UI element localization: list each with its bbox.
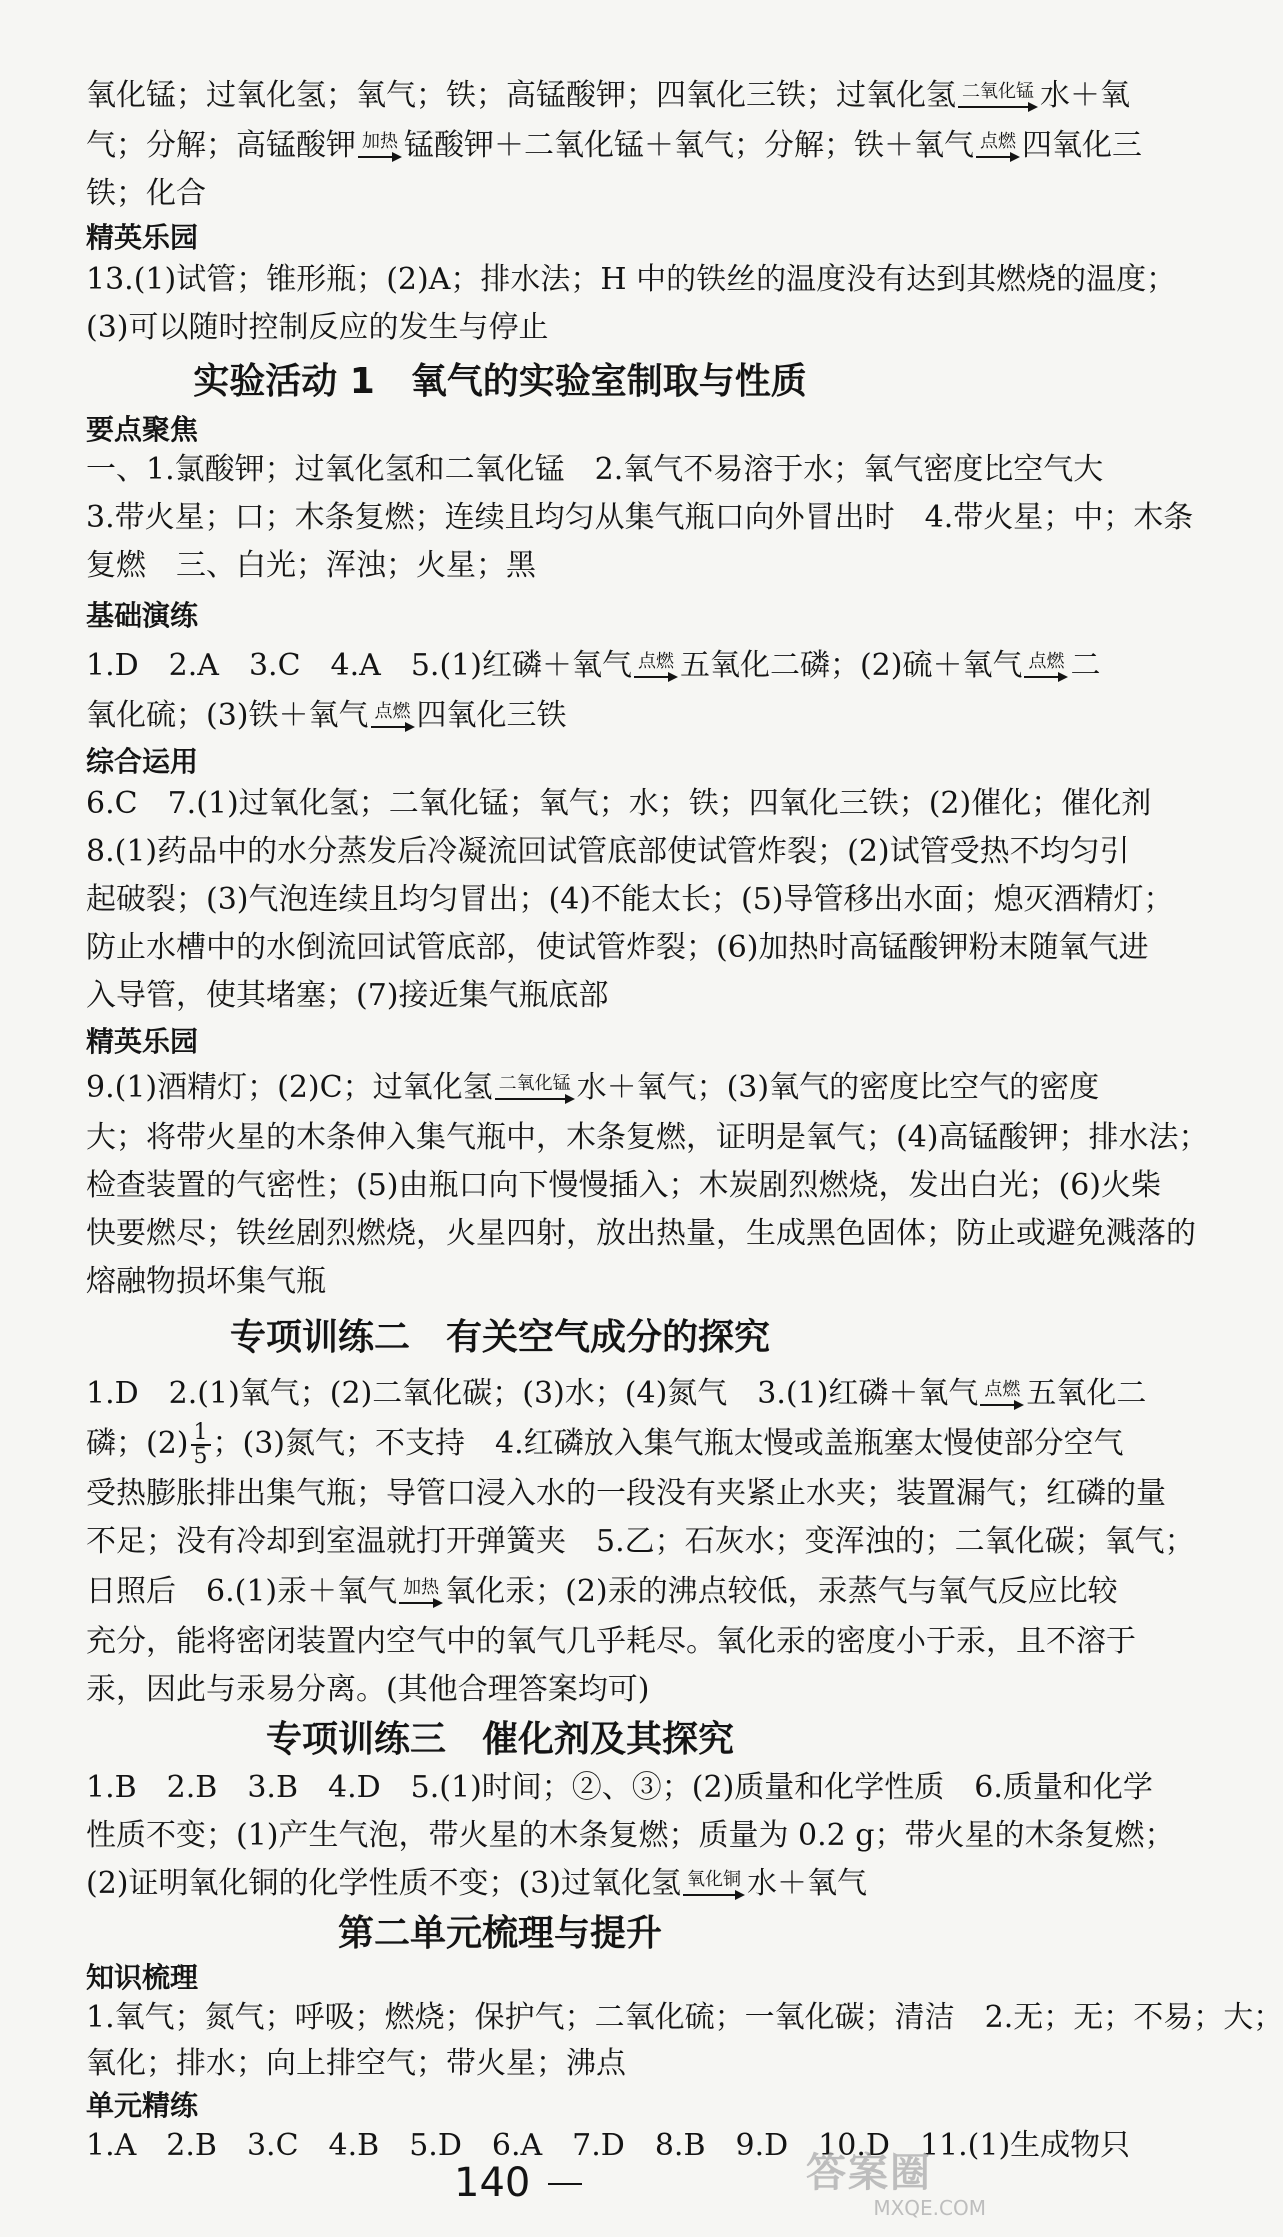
text-line: 复燃 三、白光；浑浊；火星；黑 [86, 548, 536, 583]
reaction-arrow: 加热 [399, 1578, 443, 1608]
section-label: 精英乐园 [86, 1025, 199, 1058]
text-line: 1.D 2.(1)氧气；(2)二氧化碳；(3)水；(4)氮气 3.(1)红磷＋氧气 点燃 五氧化二 [86, 1376, 1147, 1411]
section-title: 第二单元梳理与提升 [337, 1913, 662, 1954]
text-line: 8.(1)药品中的水分蒸发后冷凝流回试管底部使试管炸裂；(2)试管受热不均匀引 [86, 834, 1130, 869]
text-line: 大；将带火星的木条伸入集气瓶中，木条复燃，证明是氧气；(4)高锰酸钾；排水法； [86, 1120, 1209, 1155]
fraction: $\frac{1}{5}$ [191, 1422, 211, 1468]
text-line: 汞，因此与汞易分离。(其他合理答案均可) [86, 1672, 650, 1707]
section-label: 要点聚焦 [86, 413, 199, 446]
reaction-arrow: 二氧化锰 [495, 1074, 575, 1104]
text-line: 3.带火星；口；木条复燃；连续且均匀从集气瓶口向外冒出时 4.带火星；中；木条 [86, 500, 1194, 535]
text-line: 13.(1)试管；锥形瓶；(2)A；排水法；H 中的铁丝的温度没有达到其燃烧的温度； [86, 262, 1177, 297]
reaction-arrow: 点燃 [980, 1380, 1024, 1410]
text-line: 6.C 7.(1)过氧化氢；二氧化锰；氧气；水；铁；四氧化三铁；(2)催化；催化剂 [86, 786, 1152, 821]
page-number-dash [548, 2183, 582, 2185]
text-line: 磷；(2) $\frac{1}{5}$ ；(3)氮气；不支持 4.红磷放入集气瓶太慢或盖瓶塞太慢使部分空气 [86, 1420, 1124, 1469]
page-number: 140 [454, 2160, 531, 2206]
text-line: 防止水槽中的水倒流回试管底部，使试管炸裂；(6)加热时高锰酸钾粉末随氧气进 [86, 930, 1149, 965]
text-line: 气；分解；高锰酸钾 加热 锰酸钾＋二氧化锰＋氧气；分解；铁＋氧气 点燃 四氧化三 [86, 128, 1142, 163]
text-line: 铁；化合 [86, 176, 206, 211]
text-line: 不足；没有冷却到室温就打开弹簧夹 5.乙；石灰水；变浑浊的；二氧化碳；氧气； [86, 1524, 1195, 1559]
section-label: 知识梳理 [86, 1961, 199, 1994]
text-line: 1.A 2.B 3.C 4.B 5.D 6.A 7.D 8.B 9.D 10.D 11.(1)生成物只 [86, 2128, 1131, 2163]
text-line: 1.D 2.A 3.C 4.A 5.(1)红磷＋氧气 点燃 五氧化二磷；(2)硫＋氧气 点燃 二 [86, 648, 1101, 683]
text-line: 起破裂；(3)气泡连续且均匀冒出；(4)不能太长；(5)导管移出水面；熄灭酒精灯； [86, 882, 1174, 917]
watermark-logo: 答案圈 MXQE.COM [806, 2150, 986, 2220]
text-line: 氧化锰；过氧化氢；氧气；铁；高锰酸钾；四氧化三铁；过氧化氢 二氧化锰 水＋氧 [86, 78, 1130, 113]
text-line: 入导管，使其堵塞；(7)接近集气瓶底部 [86, 978, 609, 1013]
section-label: 综合运用 [86, 745, 199, 778]
text-line: 1.B 2.B 3.B 4.D 5.(1)时间；②、③；(2)质量和化学性质 6.质量和化学 [86, 1770, 1153, 1805]
text-line: 一、1.氯酸钾；过氧化氢和二氧化锰 2.氧气不易溶于水；氧气密度比空气大 [86, 452, 1104, 487]
reaction-arrow: 点燃 [371, 702, 415, 732]
text-line: 9.(1)酒精灯；(2)C；过氧化氢 二氧化锰 水＋氧气；(3)氧气的密度比空气的密度 [86, 1070, 1100, 1105]
text-line: 检查装置的气密性；(5)由瓶口向下慢慢插入；木炭剧烈燃烧，发出白光；(6)火柴 [86, 1168, 1161, 1203]
text-line: 充分，能将密闭装置内空气中的氧气几乎耗尽。氧化汞的密度小于汞，且不溶于 [86, 1624, 1136, 1659]
reaction-arrow: 加热 [358, 132, 402, 162]
text-line: 日照后 6.(1)汞＋氧气 加热 氧化汞；(2)汞的沸点较低，汞蒸气与氧气反应比较 [86, 1574, 1118, 1609]
section-label: 基础演练 [86, 599, 199, 632]
text-line: 性质不变；(1)产生气泡，带火星的木条复燃；质量为 0.2 g；带火星的木条复燃； [86, 1818, 1175, 1853]
reaction-arrow: 氧化铜 [683, 1870, 745, 1900]
reaction-arrow: 点燃 [976, 132, 1020, 162]
section-label: 单元精练 [86, 2089, 199, 2122]
text-line: 氧化硫；(3)铁＋氧气 点燃 四氧化三铁 [86, 698, 567, 733]
reaction-arrow: 点燃 [1024, 652, 1068, 682]
section-title: 专项训练三 催化剂及其探究 [265, 1719, 734, 1760]
section-title: 专项训练二 有关空气成分的探究 [229, 1317, 770, 1358]
text-line: (2)证明氧化铜的化学性质不变；(3)过氧化氢 氧化铜 水＋氧气 [86, 1866, 867, 1901]
section-title: 实验活动 1 氧气的实验室制取与性质 [193, 361, 807, 402]
reaction-arrow: 二氧化锰 [958, 82, 1038, 112]
text-line: 快要燃尽；铁丝剧烈燃烧，火星四射，放出热量，生成黑色固体；防止或避免溅落的 [86, 1216, 1196, 1251]
text-line: (3)可以随时控制反应的发生与停止 [86, 310, 549, 345]
text-line: 1.氧气；氮气；呼吸；燃烧；保护气；二氧化硫；一氧化碳；清洁 2.无；无；不易；大； [86, 2000, 1283, 2035]
text-line: 氧化；排水；向上排空气；带火星；沸点 [86, 2046, 626, 2081]
reaction-arrow: 点燃 [634, 652, 678, 682]
text-line: 熔融物损坏集气瓶 [86, 1264, 326, 1299]
section-label: 精英乐园 [86, 221, 199, 254]
text-line: 受热膨胀排出集气瓶；导管口浸入水的一段没有夹紧止水夹；装置漏气；红磷的量 [86, 1476, 1166, 1511]
